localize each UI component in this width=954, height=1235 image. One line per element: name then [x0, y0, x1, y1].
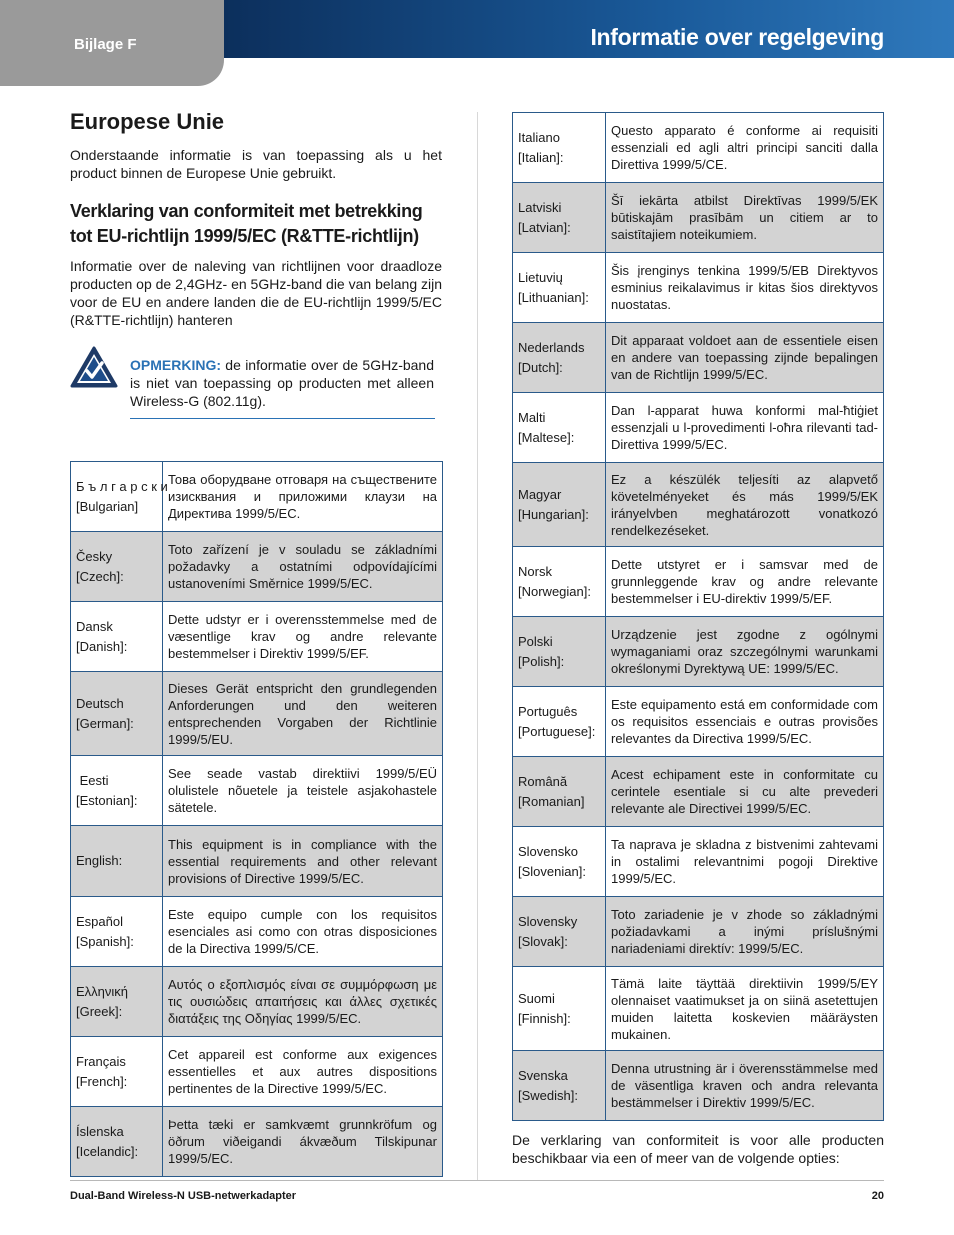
language-english-name: [Dutch]: [518, 359, 563, 375]
language-name: Nederlands [518, 339, 585, 355]
conformity-statement: Dit apparaat voldoet aan de essentiele eisen en andere van toepassing zijnde bepalingen van de Richtlijn 1999/5/EC. [606, 323, 884, 393]
page-number: 20 [871, 1190, 884, 1202]
language-row [513, 113, 884, 183]
language-name: Deutsch [76, 695, 124, 711]
language-name-cell [513, 547, 606, 617]
language-row [71, 897, 443, 967]
language-name: Malti [518, 409, 546, 425]
language-english-name: [Latvian]: [518, 219, 571, 235]
language-english-name: [Bulgarian] [76, 498, 139, 514]
language-row [513, 463, 884, 547]
language-name: Magyar [518, 486, 562, 502]
language-row [71, 756, 443, 826]
language-name: Français [76, 1053, 126, 1069]
conformity-statement: See seade vastab direktiivi 1999/5/EÜ olulistele nõuetele ja teistele asjakohastele sätetele. [163, 756, 443, 826]
language-row [71, 532, 443, 602]
header-bar [224, 0, 954, 58]
language-name: Română [518, 773, 568, 789]
conformity-statement: Toto zariadenie je v zhode so základnými požiadavkami a inými príslušnými nariadeniami direktív: 1999/5/EC. [606, 897, 884, 967]
conformity-statement: Þetta tæki er samkvæmt grunnkröfum og öðrum viðeigandi ákvæðum Tilskipunar 1999/5/EC. [163, 1107, 443, 1177]
language-row [513, 1051, 884, 1121]
language-english-name: [Maltese]: [518, 429, 575, 445]
language-name: Suomi [518, 990, 555, 1006]
conformity-statement: This equipment is in compliance with the essential requirements and other relevant provisions of Directive 1999/5/EC. [163, 826, 443, 897]
language-english-name: [Danish]: [76, 638, 128, 654]
language-name-cell [513, 1051, 606, 1121]
language-row [513, 183, 884, 253]
note-text [130, 356, 434, 410]
language-row [513, 897, 884, 967]
language-row [513, 967, 884, 1051]
language-name-cell [71, 967, 163, 1037]
language-english-name: [Estonian]: [76, 792, 138, 808]
language-name: Lietuvių [518, 269, 563, 285]
language-name-cell [71, 672, 163, 756]
conformity-statement: Urządzenie jest zgodne z ogólnymi wymaganiami oraz szczególnymi warunkami określonymi Dyrektywą UE: 1999/5/EC. [606, 617, 884, 687]
conformity-statement: Αυτός ο εξοπλισμός είναι σε συμμόρφωση με τις ουσιώδεις απαιτήσεις και άλλες σχετικές διατάξεις της Οδηγίας 1999/5/EC. [163, 967, 443, 1037]
conformity-statement: Este equipo cumple con los requisitos esenciales asi como con otras disposiciones de la Directiva 1999/5/CE. [163, 897, 443, 967]
language-english-name: [Icelandic]: [76, 1143, 139, 1159]
language-name: Norsk [518, 563, 552, 579]
language-row [513, 687, 884, 757]
language-name-cell [513, 323, 606, 393]
conformity-statement: Tämä laite täyttää direktiivin 1999/5/EY olennaiset vaatimukset ja on siinä asetettujen muiden laitetta koskevien määräysten mukainen. [606, 967, 884, 1051]
language-name-cell [513, 757, 606, 827]
language-english-name: [Finnish]: [518, 1010, 571, 1026]
language-row [71, 602, 443, 672]
checkmark-icon [70, 346, 118, 388]
language-name-cell [513, 393, 606, 463]
language-name-cell [513, 183, 606, 253]
language-name-cell [513, 967, 606, 1051]
language-english-name: [Lithuanian]: [518, 289, 589, 305]
language-name-cell [71, 1037, 163, 1107]
section-heading: Europese Unie [70, 109, 225, 134]
conformity-statement: Toto zařízení je v souladu se základními požadavky a ostatními odpovídajícími ustanoveními Směrnice 1999/5/EC. [163, 532, 443, 602]
language-table-right [512, 112, 884, 1121]
subheading: Verklaring van conformiteit met betrekking tot EU-richtlijn 1999/5/EC (R&TTE-richtlijn) [70, 201, 423, 246]
language-name-cell [513, 617, 606, 687]
language-table-left [70, 461, 443, 1177]
conformity-statement: Denna utrustning är i överensstämmelse med de väsentliga kraven och andra relevanta bestämmelser i Direktiv 1999/5/EC. [606, 1051, 884, 1121]
language-name-cell [71, 826, 163, 897]
language-english-name: [Romanian] [518, 793, 585, 809]
language-row [71, 1107, 443, 1177]
language-row [513, 757, 884, 827]
conformity-statement: Dette udstyr er i overensstemmelse med de væsentlige krav og andre relevante bestemmelser i Direktiv 1999/5/EF. [163, 602, 443, 672]
language-row [513, 393, 884, 463]
conformity-statement: Dette utstyret er i samsvar med de grunnleggende krav og andre relevante bestemmelser i EU-direktiv 1999/5/EF. [606, 547, 884, 617]
language-name-cell [513, 463, 606, 547]
language-row [513, 547, 884, 617]
language-name-cell [71, 532, 163, 602]
language-name-cell [513, 687, 606, 757]
note-divider [130, 418, 435, 419]
closing-paragraph: De verklaring van conformiteit is voor alle producten beschikbaar via een of meer van de volgende opties: [512, 1132, 884, 1166]
language-name: Italiano [518, 129, 560, 145]
language-english-name: [Italian]: [518, 149, 564, 165]
body-paragraph: Informatie over de naleving van richtlijnen voor draadloze producten op de 2,4GHz- en 5GHz-band die van belang zijn voor de EU en andere landen die de EU-richtlijn 1999/5/EC (R&TTE-richtlijn) hanteren [70, 258, 443, 328]
language-name: Eesti [76, 772, 109, 788]
language-row [71, 826, 443, 897]
language-name-cell [513, 897, 606, 967]
conformity-statement: Cet appareil est conforme aux exigences essentielles et aux autres dispositions pertinentes de la Directive 1999/5/EC. [163, 1037, 443, 1107]
conformity-statement: Šī iekārta atbilst Direktīvas 1999/5/EK būtiskajām prasībām un citiem ar to saistītajiem noteikumiem. [606, 183, 884, 253]
language-name: Polski [518, 633, 553, 649]
language-name: Svenska [518, 1067, 568, 1083]
language-row [513, 827, 884, 897]
conformity-statement: Това оборудване отговаря на съществените изисквания и приложими клаузи на Директива 1999/5/ЕС. [163, 462, 443, 532]
language-name: Íslenska [76, 1123, 124, 1139]
language-name: Latviski [518, 199, 562, 215]
language-english-name: [Greek]: [76, 1003, 123, 1019]
language-english-name: [Slovak]: [518, 933, 568, 949]
note-body: de informatie over de 5GHz-band is niet van toepassing op producten met alleen Wireless-G (802.11g). [130, 357, 434, 409]
language-english-name: [Czech]: [76, 568, 124, 584]
column-divider [477, 112, 478, 1180]
conformity-statement: Dan l-apparat huwa konformi mal-ħtiġiet essenzjali u l-provedimenti l-oħra rilevanti tad-Direttiva 1999/5/EC. [606, 393, 884, 463]
language-row [513, 253, 884, 323]
language-row [513, 323, 884, 393]
language-name: Česky [76, 548, 113, 564]
note-box [70, 346, 442, 422]
language-english-name: [Polish]: [518, 653, 565, 669]
language-english-name: [German]: [76, 715, 134, 731]
language-name: Slovensky [518, 913, 578, 929]
page-title: Informatie over regelgeving [590, 24, 884, 50]
conformity-statement: Este equipamento está em conformidade com os requisitos essenciais e outras provisões relevantes da Directiva 1999/5/EC. [606, 687, 884, 757]
conformity-statement: Ta naprava je skladna z bistvenimi zahtevami in ostalimi relevantnimi pogoji Direktive 1999/5/EC. [606, 827, 884, 897]
language-name-cell [71, 897, 163, 967]
language-name: Español [76, 913, 123, 929]
language-english-name: [Portuguese]: [518, 723, 596, 739]
footer-divider [70, 1180, 884, 1181]
language-row [513, 617, 884, 687]
language-name: Б ъ л г а р с к и [76, 478, 168, 494]
language-name-cell [513, 253, 606, 323]
language-name: Ελληνική [76, 983, 129, 999]
language-row [71, 462, 443, 532]
intro-paragraph: Onderstaande informatie is van toepassing als u het product binnen de Europese Unie gebruikt. [70, 147, 442, 181]
language-row [71, 672, 443, 756]
language-row [71, 967, 443, 1037]
language-english-name: [Slovenian]: [518, 863, 586, 879]
note-label: OPMERKING: [130, 357, 221, 373]
language-name: English: [76, 853, 123, 868]
section-label: Bijlage F [74, 36, 137, 53]
language-english-name: [Hungarian]: [518, 506, 589, 522]
conformity-statement: Acest echipament este in conformitate cu cerintele esentiale si cu alte prevederi relevante ale Directivei 1999/5/EC. [606, 757, 884, 827]
conformity-statement: Questo apparato é conforme ai requisiti essenziali ed agli altri principi sanciti dalla Direttiva 1999/5/CE. [606, 113, 884, 183]
language-name-cell [513, 113, 606, 183]
language-english-name: [Spanish]: [76, 933, 134, 949]
left-column [70, 108, 442, 329]
language-name-cell [71, 602, 163, 672]
language-english-name: [Norwegian]: [518, 583, 591, 599]
footer-product: Dual-Band Wireless-N USB-netwerkadapter [70, 1190, 297, 1202]
section-tab [0, 0, 224, 86]
language-english-name: [Swedish]: [518, 1087, 578, 1103]
language-name-cell [71, 462, 168, 532]
language-name: Dansk [76, 618, 113, 634]
language-name: Português [518, 703, 578, 719]
language-english-name: [French]: [76, 1073, 128, 1089]
conformity-statement: Šis įrenginys tenkina 1999/5/EB Direktyvos esminius reikalavimus ir kitas šios direktyvos nuostatas. [606, 253, 884, 323]
conformity-statement: Ez a készülék teljesíti az alapvető követelményeket és más 1999/5/EK irányelvben meghatározott vonatkozó rendelkezéseket. [606, 463, 884, 547]
language-row [71, 1037, 443, 1107]
language-name-cell [71, 1107, 163, 1177]
language-name-cell [513, 827, 606, 897]
language-name: Slovensko [518, 843, 578, 859]
language-name-cell [71, 756, 163, 826]
conformity-statement: Dieses Gerät entspricht den grundlegenden Anforderungen und den weiteren entsprechenden Vorgaben der Richtlinie 1999/5/EU. [163, 672, 443, 756]
